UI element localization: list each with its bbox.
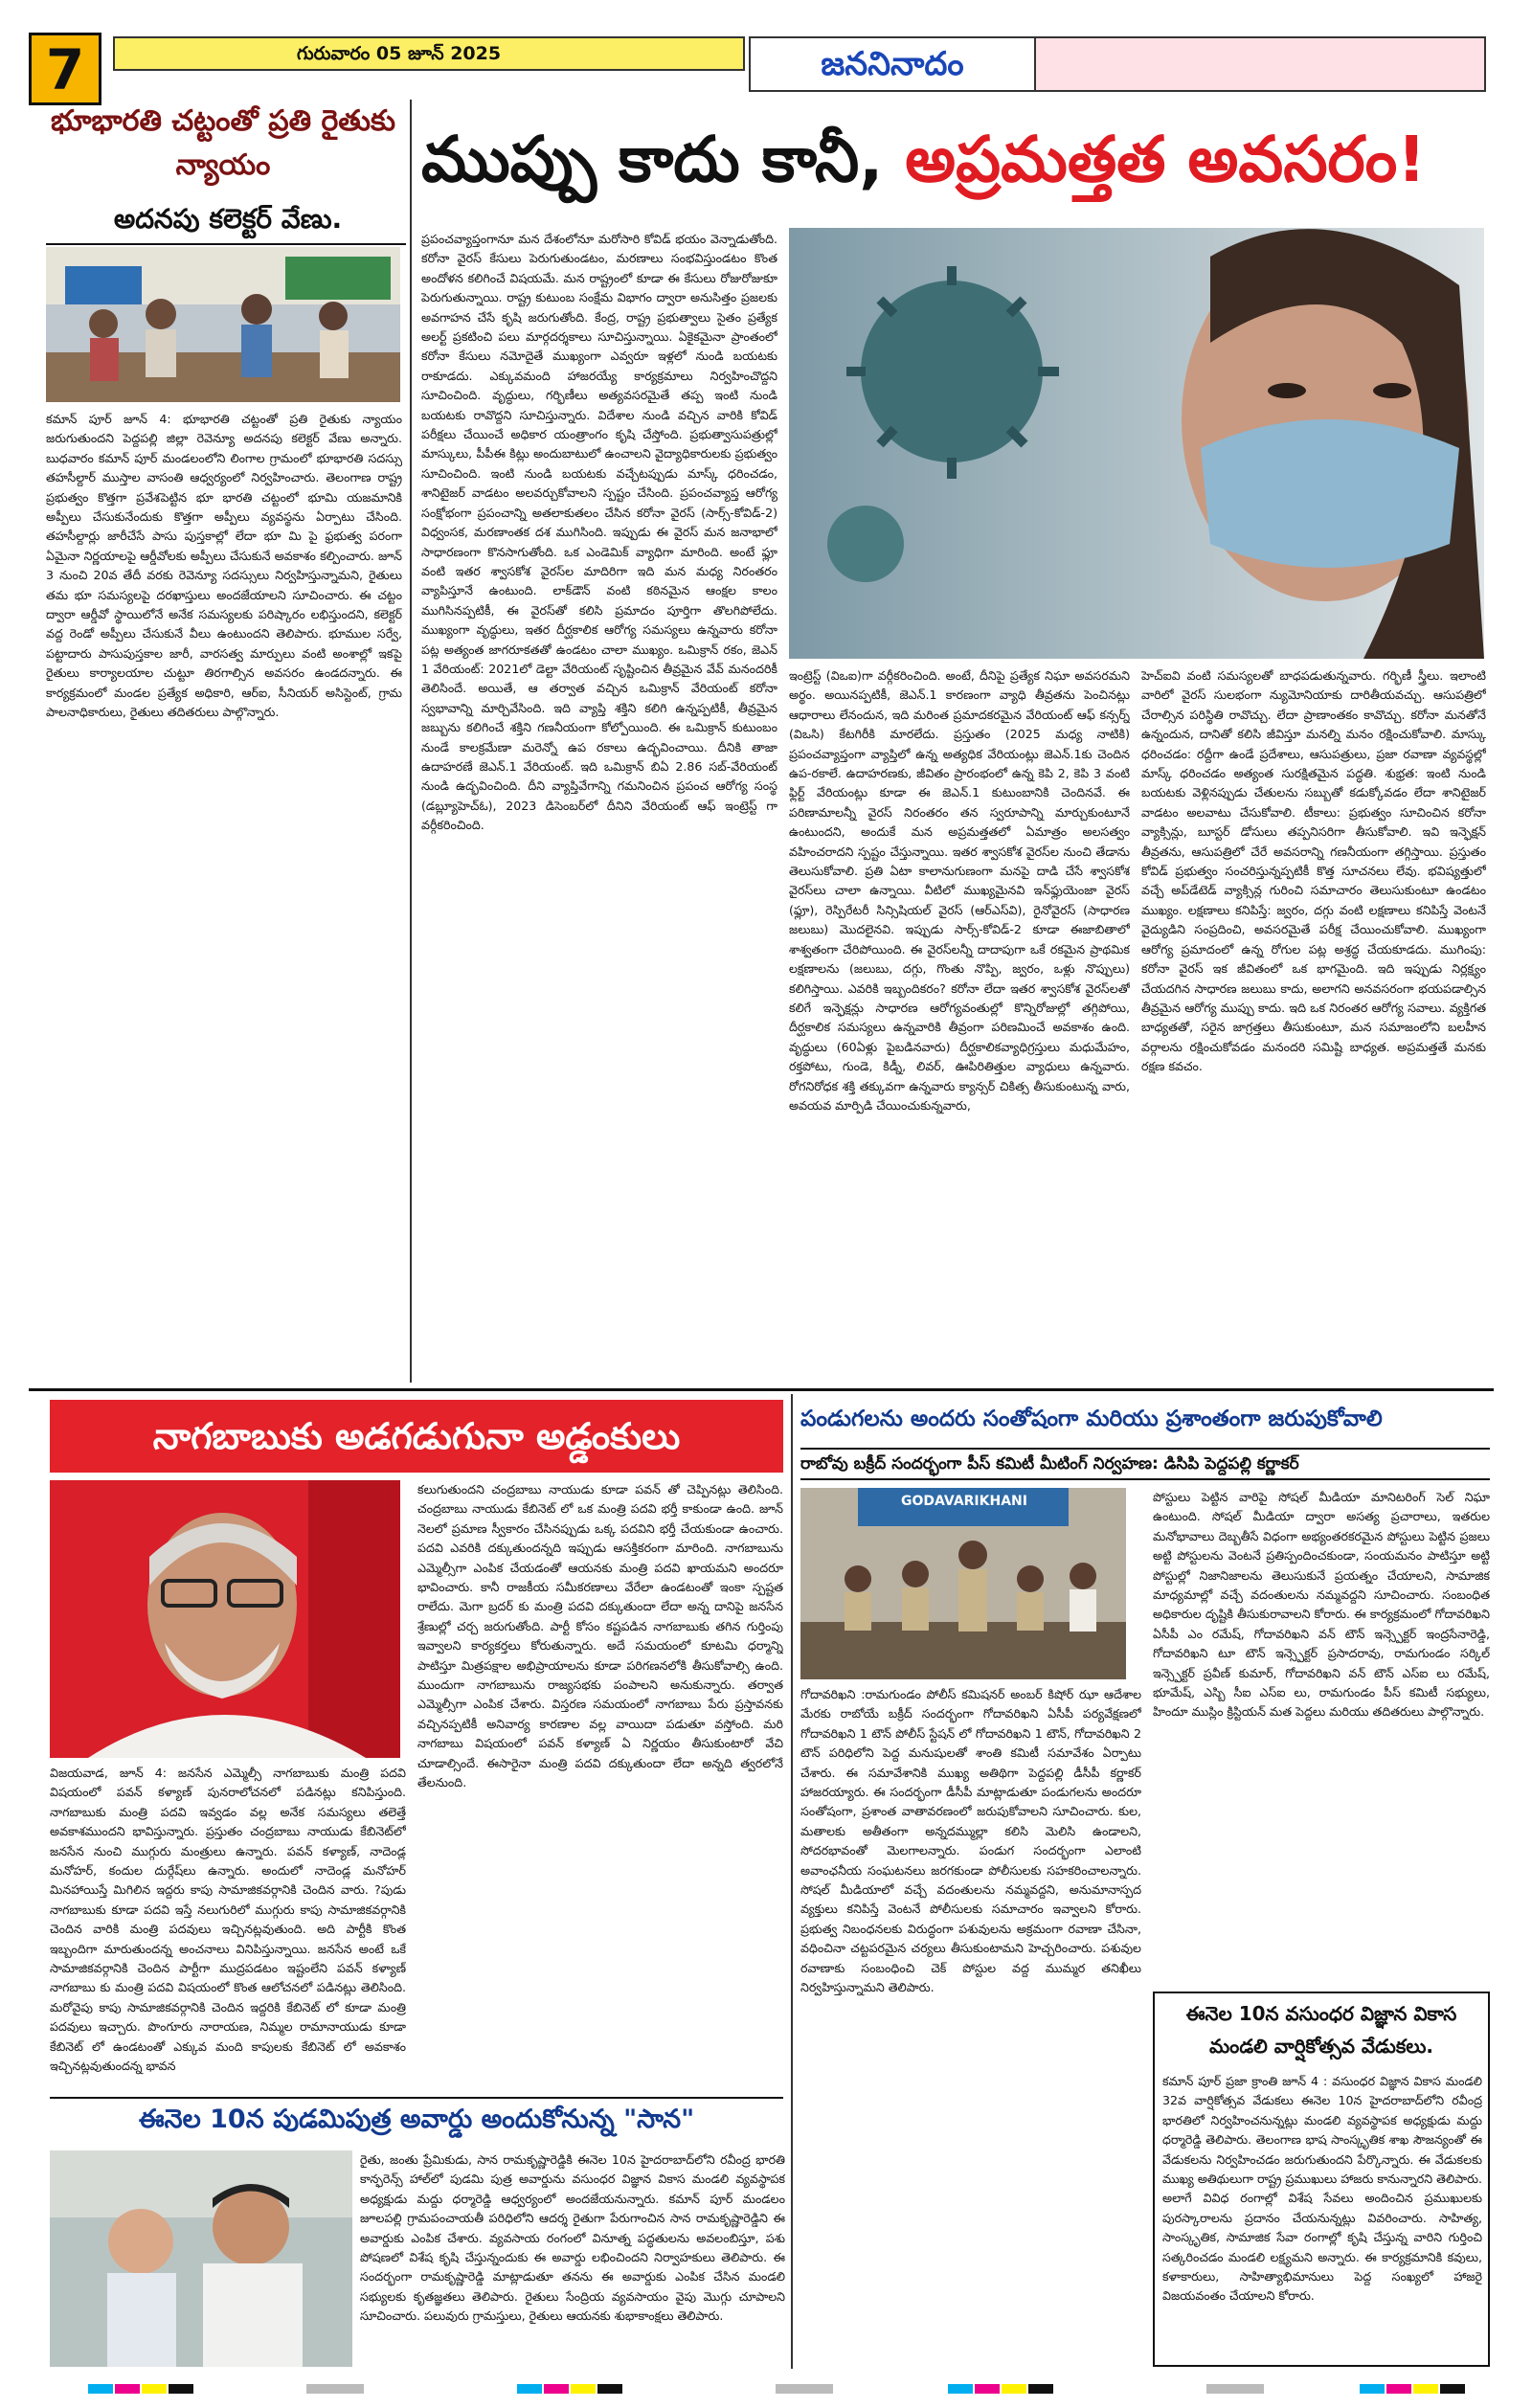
masthead-title: జననినాదం [749, 36, 1036, 92]
news-photo-icon [46, 247, 400, 402]
print-registration-marks [0, 2382, 1532, 2396]
vasundhara-headline: ఈనెల 10న వసుంధర విజ్ఞాన వికాస మండలి వార్షికోత్సవ వేడుకలు. [1185, 2002, 1457, 2058]
main-story-col-2: ఇంట్రెస్ట్ (విఒఐ)గా వర్గీకరించింది. అంటే, దీనిపై ప్రత్యేక నిఘా అవసరమని అర్థం. అయినప్పటికీ, జెఎన్.1 కారణంగా వ్యాధి తీవ్రతను పెంచినట్లు ఆధారాలు లేనందున, ఇది మరింత ప్రమాదకరమైన వేరియంట్ ఆఫ్ కన్సర్న్ (విఒసి) కేటగిరీకి మారలేదు. ప్రస్తుతం (2025 మధ్య నాటికి) ప్రపంచవ్యాప్తంగా వ్యాప్తిలో ఉన్న అత్యధిక వేరియంట్లు జెఎన్.1కు చెందిన ఉప-రకాలే. ఉదాహరణకు, జీవితం ప్రారంభంలో ఉన్న కెపి 2, కెపి 3 వంటి ఫ్లిర్ట్ వేరియంట్లు కూడా ఈ జెఎన్.1 కుటుంబానికి చెందినవే. ఈ పరిణామాలన్నీ వైరస్ నిరంతరం తన స్వరూపాన్ని మార్చుకుంటూనే ఉంటుందని, అందుకే మన అప్రమత్తతలో ఏమాత్రం అలసత్వం వహించరాదని స్పష్టం చేస్తున్నాయి. ఇతర శ్వాసకోశ వైరస్‌ల నుంచి తేడాను తెలుసుకోవాలి. ప్రతి ఏటా కాలానుగుణంగా మనపై దాడి చేసే శ్వాసకోశ వైరస్‌లు చాలా ఉన్నాయి. వీటిలో ముఖ్యమైనవి ఇన్‌ఫ్లుయెంజా వైరస్ (ఫ్లూ), రెస్పిరేటరీ సిన్సిషియల్ వైరస్ (ఆర్ఎస్‌వి), రైనోవైరస్ (సాధారణ జలుబు) మొదలైనవి. ఇప్పుడు సార్స్-కోవిడ్-2 కూడా ఈజాబితాలో శాశ్వతంగా చేరిపోయింది. ఈ వైరస్‌లన్నీ దాదాపుగా ఒకే రకమైన ప్రాథమిక లక్షణాలను (జలుబు, దగ్గు, గొంతు నొప్పి, జ్వరం, ఒళ్లు నొప్పులు) కలిగిస్తాయి. ఎవరికి ఇబ్బందికరం? కరోనా లేదా ఇతర శ్వాసకోశ వైరస్‌లతో కలిగే ఇన్ఫెక్షన్లు సాధారణ ఆరోగ్యవంతుల్లో కొన్నిరోజుల్లో తగ్గిపోయి, దీర్ఘకాలిక సమస్యలు ఉన్నవారికి తీవ్రంగా పరిణమించే అవకాశం ఉంది. వృద్ధులు (60ఏళ్లు పైబడినవారు) దీర్ఘకాలికవ్యాధిగ్రస్తులు మధుమేహం, రక్తపోటు, గుండె, కిడ్నీ, లివర్, ఊపిరితిత్తుల వ్యాధులు ఉన్నవారు. రోగనిరోధక శక్తి తక్కువగా ఉన్నవారు క్యాన్సర్ చికిత్స తీసుకుంటున్న వారు, అవయవ మార్పిడి చేయించుకున్నవారు, [789, 668, 1130, 1113]
main-story-col-1: ప్రపంచవ్యాప్తంగానూ మన దేశంలోనూ మరోసారి కోవిడ్ భయం వెన్నాడుతోంది. కరోనా వైరస్ కేసులు పెరుగుతుండటం, మరణాలు సంభవిస్తుండటం కొంత అందోళన కలిగించే విషయమే. మన రాష్ట్రంలో కూడా ఈ కేసులు రోజురోజుకూ పెరుగుతున్నాయి. రాష్ట్ర కుటుంబ సంక్షేమ విభాగం ద్వారా అనుసిత్తం ప్రజలకు అవగాహన చేసే కృషి జరుగుతోంది. కేంద్ర, రాష్ట్ర ప్రభుత్వాలు సైతం ప్రత్యేక అలర్ట్ ప్రకటించి పలు మార్గదర్శకాలు సూచిస్తున్నాయి. ఏకైకమైనా ప్రాంతంలో కరోనా కేసులు నమోదైతే ముఖ్యంగా ఎవ్వరూ ఇళ్లలో నుండి బయటకు రాకూడదు. ఎక్కువమంది హాజరయ్యే కార్యక్రమాలు నిర్వహించొద్దని సూచించింది. వృద్ధులు, గర్భిణీలు అత్యవసరమైతే తప్ప ఇంటి నుండి బయటకు రావొద్దని సూచిస్తున్నారు. విదేశాల నుండి వచ్చిన వారికి కోవిడ్ పరీక్షలు చేయించే అధికార యంత్రాంగం కృషి చేస్తోంది. ప్రభుత్వాసుపత్రుల్లో మాస్కులు, పీపీఈ కిట్లు అందుబాటులో ఉంచాలని వైద్యాధికారులకు ప్రభుత్వం సూచించింది. ఇంటి నుండి బయటకు వచ్చేటప్పుడు మాస్క్ ధరించడం, శానిటైజర్ వాడటం అలవర్చుకోవాలని స్పష్టం చేసింది. ప్రపంచవ్యాప్త ఆరోగ్య సంక్షోభంగా ప్రపంచాన్ని అతలాకుతలం చేసిన కరోనా వైరస్ (సార్స్-కోవిడ్-2) విధ్వంసక, మరణాంతక దశ ముగిసింది. ఇప్పుడు ఈ వైరస్ మన జనాభాలో సాధారణంగా కొనసాగుతోంది. ఒక ఎండెమిక్ వ్యాధిగా మారింది. అంటే ఫ్లూ వంటి ఇతర శ్వాసకోశ వైరస్‌ల మాదిరిగా ఇది మన మధ్య నిరంతరం వ్యాపిస్తూనే ఉంటుంది. లాక్‌డౌన్ వంటి కఠినమైన ఆంక్షల కాలం ముగిసినప్పటికీ, ఈ వైరస్‌తో కలిసి ప్రమాదం పూర్తిగా తొలగిపోలేదు. ముఖ్యంగా వృద్ధులు, ఇతర దీర్ఘకాలిక ఆరోగ్య సమస్యలు ఉన్నవారు కరోనా పట్ల అత్యంత జాగరూకతతో ఉండటం చాలా ముఖ్యం. ఒమిక్రాన్ రకం, జెఎన్ 1 వేరియంట్: 2021లో డెల్టా వేరియంట్ సృష్టించిన తీవ్రమైన వేవ్ మనందరికీ తెలిసిందే. అయితే, ఆ తర్వాత వచ్చిన ఒమిక్రాన్ వేరియంట్ కరోనా స్వభావాన్ని మార్చివేసింది. ఇది వ్యాప్తి శక్తిని కలిగి ఉన్నప్పటికీ, తీవ్రమైన జబ్బును కలిగించే శక్తిని గణనీయంగా కోల్పోయింది. ఈ ఒమిక్రాన్ కుటుంబం నుండే కాలక్రమేణా మరెన్నో ఉప రకాలు ఉద్భవించాయి. దీనికి తాజా ఉదాహరణే జెఎన్.1 వేరియంట్. ఇది ఒమిక్రాన్ బిఏ 2.86 సబ్-వేరియంట్ నుండి ఉద్భవించింది. దీని వ్యాప్తివేగాన్ని గమనించిన ప్రపంచ ఆరోగ్య సంస్థ (డబ్ల్యూహెచ్ఓ), 2023 డిసెంబర్‌లో దీనిని వేరియంట్ ఆఫ్ ఇంట్రెస్ట్ గా వర్గీకరించింది. [421, 232, 777, 833]
masthead-ad-box [1036, 36, 1486, 92]
naga-headline: నాగబాబుకు అడగడుగునా అడ్డంకులు [152, 1415, 681, 1457]
naga-babu-portrait-icon [50, 1480, 400, 1758]
main-headline [421, 107, 1494, 222]
sona-story-body: రైతు, జంతు ప్రేమికుడు, సాన రామకృష్ణారెడ్డికి ఈనెల 10న హైదరాబాద్‌లోని రవీంద్ర భారతి కాన్ఫరెన్స్ హాల్‌లో పుడమి పుత్ర అవార్డును వసుంధర విజ్ఞాన వికాస మండలి వ్యవస్థాపక అధ్యక్షుడు మద్దు ధర్మారెడ్డి ఆధ్వర్యంలో అందజేయనున్నారు. కమాన్ పూర్ మండలం జూలపల్లి గ్రామపంచాయతీ పరిధిలోని ఆదర్శ రైతుగా పేరుగాంచిన సాన రామకృష్ణారెడ్డిని ఈ అవార్డుకు ఎంపిక చేశారు. వ్యవసాయ రంగంలో వినూత్న పద్ధతులను అవలంబిస్తూ, పశు పోషణలో విశేష కృషి చేస్తున్నందుకు ఈ అవార్డు లభించిందని నిర్వాహకులు తెలిపారు. ఈ సందర్భంగా రామకృష్ణారెడ్డి మాట్లాడుతూ తనను ఈ అవార్డుకు ఎంపిక చేసిన మండలి సభ్యులకు కృతజ్ఞతలు తెలిపారు. రైతులు సేంద్రియ వ్యవసాయం వైపు మొగ్గు చూపాలని సూచించారు. పలువురు గ్రామస్తులు, రైతులు ఆయనకు శుభాకాంక్షలు తెలిపారు. [360, 2152, 785, 2324]
naga-story-col-1: విజయవాడ, జూన్ 4: జనసేన ఎమ్మెల్సీ నాగబాబుకు మంత్రి పదవి విషయంలో పవన్ కళ్యాణ్ పునరాలోచనలో పడినట్లు కనిపిస్తుంది. నాగబాబుకు మంత్రి పదవి ఇవ్వడం వల్ల అనేక సమస్యలు తలెత్తే అవకాశముందని భావిస్తున్నారు. ప్రస్తుతం చంద్రబాబు నాయుడు కేబినెట్‌లో జనసేన నుంచి ముగ్గురు మంత్రులు ఉన్నారు. పవన్ కళ్యాణ్, నాదెండ్ల మనోహర్, కందుల దుర్గేష్‌లు ఉన్నారు. అందులో నాదెండ్ల మనోహర్ మినహాయిస్తే మిగిలిన ఇద్దరు కాపు సామాజికవర్గానికి చెందిన వారు. ?పుడు నాగబాబుకు కూడా పదవి ఇస్తే నలుగురిలో ముగ్గురు కాపు సామాజికవర్గానికి చెందిన వారికి మంత్రి పదవులు ఇచ్చినట్లవుతుంది. అది పార్టీకి కొంత ఇబ్బందిగా మారుతుందన్న అంచనాలు వినిపిస్తున్నాయి. జనసేన అంటే ఒకే సామాజికవర్గానికి చెందిన పార్టీగా ముద్రపడటం ఇష్టంలేని పవన్ కళ్యాణ్ నాగబాబు కు మంత్రి పదవి విషయంలో కొంత ఆలోచనలో పడినట్లు తెలిసింది. మరోవైపు కాపు సామాజికవర్గానికి చెందిన ఇద్దరికి కేబినెట్ లో కూడా మంత్రి పదవులు ఇచ్చారు. పొంగూరు నారాయణ, నిమ్మల రామానాయుడు కూడా కేబినెట్ లో ఉండటంతో ఎక్కువ మంది కాపులకు కేబినెట్ లో అవకాశం ఇచ్చినట్లవుతుందన్న భావన [50, 1766, 406, 2074]
issue-date: గురువారం 05 జూన్ 2025 [113, 36, 745, 71]
left-story-headline: భూభారతి చట్టంతో ప్రతి రైతుకు న్యాయం [50, 104, 396, 182]
column-divider [791, 1394, 793, 2369]
vasundhara-box [1153, 1992, 1490, 2367]
award-man-boy-photo-icon [50, 2150, 352, 2367]
peace-subhead: రాబోవు బక్రీద్ సందర్భంగా పీస్ కమిటీ మీటింగ్ నిర్వహణ: డిసిపి పెద్దపల్లి కర్ణాకర్ [800, 1448, 1490, 1480]
main-headline-part-1: ముప్పు కాదు కానీ, [421, 123, 906, 196]
page-number: 7 [29, 33, 101, 105]
peace-headline: పండుగలను అందరు సంతోషంగా మరియు ప్రశాంతంగా జరుపుకోవాలి [800, 1407, 1383, 1431]
sona-headline: ఈనెల 10న పుడమిపుత్ర అవార్డు అందుకోనున్న "సాన" [50, 2097, 783, 2143]
virus-woman-mask-icon [789, 228, 1484, 659]
section-divider [29, 1388, 1494, 1391]
naga-headline-banner [50, 1400, 783, 1473]
peace-meeting-photo-icon [800, 1488, 1126, 1679]
peace-story-col-1: గోదావరిఖని :రామగుండం పోలీస్ కమిషనర్ అంబర్ కిషోర్ ఝా ఆదేశాల మేరకు రాబోయే బక్రీద్ సందర్భంగా గోదావరిఖని ఏసీపీ పర్యవేక్షణలో గోదావరిఖని 1 టౌన్ పోలీస్ స్టేషన్ లో గోదావరిఖని 1 టౌన్, గోదావరిఖని 2 టౌన్ పరిధిలోని పెద్ద మనుషులతో శాంతి కమిటీ సమావేశం ఏర్పాటు చేశారు. ఈ సమావేశానికి ముఖ్య అతిథిగా పెద్దపల్లి డీసీపీ కర్ణాకర్ హాజరయ్యారు. ఈ సందర్భంగా డీసీపీ మాట్లాడుతూ పండుగలను అందరూ సంతోషంగా, ప్రశాంత వాతావరణంలో జరుపుకోవాలని సూచించారు. కుల, మతాలకు అతీతంగా అన్నదమ్ముల్లా కలిసి మెలిసి ఉండాలని, సోదరభావంతో మెలగాలన్నారు. పండుగ సందర్భంగా ఎలాంటి అవాంఛనీయ సంఘటనలు జరగకుండా పోలీసులకు సహకరించాలన్నారు. సోషల్ మీడియాలో వచ్చే వదంతులను నమ్మవద్దని, అనుమానాస్పద వ్యక్తులు కనిపిస్తే వెంటనే పోలీసులకు సమాచారం ఇవ్వాలని కోరారు. ప్రభుత్వ నిబంధనలకు విరుద్ధంగా పశువులను అక్రమంగా రవాణా చేసినా, వధించినా చట్టపరమైన చర్యలు తీసుకుంటామని హెచ్చరించారు. పశువుల రవాణాకు సంబంధించి చెక్ పోస్టుల వద్ద ముమ్మర తనిఖీలు నిర్వహిస్తున్నామని తెలిపారు. [800, 1687, 1141, 1995]
divider [46, 243, 406, 245]
vasundhara-body: కమాన్ పూర్ ప్రజా క్రాంతి జూన్ 4 : వసుంధర విజ్ఞాన వికాస మండలి 32వ వార్షికోత్సవ వేడుకలు ఈనెల 10న హైదరాబాద్‌లోని రవీంద్ర భారతిలో నిర్వహించనున్నట్లు మండలి వ్యవస్థాపక అధ్యక్షుడు మద్దు ధర్మారెడ్డి తెలిపారు. తెలంగాణ భాష సాంస్కృతిక శాఖ సౌజన్యంతో ఈ వేడుకలను నిర్వహించడం జరుగుతుందని పేర్కొన్నారు. ఈ వేడుకలకు ముఖ్య అతిథులుగా రాష్ట్ర ప్రముఖులు హాజరు కానున్నారని తెలిపారు. అలాగే వివిధ రంగాల్లో విశేష సేవలు అందించిన ప్రముఖులకు పురస్కారాలను ప్రదానం చేయనున్నట్లు వివరించారు. సాహిత్య, సాంస్కృతిక, సామాజిక సేవా రంగాల్లో కృషి చేస్తున్న వారిని గుర్తించి సత్కరించడం మండలి లక్ష్యమని అన్నారు. ఈ కార్యక్రమానికి కవులు, కళాకారులు, సాహిత్యాభిమానులు పెద్ద సంఖ్యలో హాజరై విజయవంతం చేయాలని కోరారు. [1162, 2074, 1482, 2304]
column-divider [410, 100, 412, 1383]
left-story-body: కమాన్ పూర్ జూన్ 4: భూభారతి చట్టంతో ప్రతి రైతుకు న్యాయం జరుగుతుందని పెద్దపల్లి జిల్లా రెవెన్యూ అదనపు కలెక్టర్ వేణు అన్నారు. బుధవారం కమాన్ పూర్ మండలంలోని లింగాల గ్రామంలో భూభారతి సదస్సు తహసీల్దార్ ముస్తాల వాసంతి ఆధ్వర్యంలో నిర్వహించారు. తెలంగాణ రాష్ట్ర ప్రభుత్వం కొత్తగా ప్రవేశపెట్టిన భూ భారతి చట్టంలో భూమి యజమానికి అప్పీలు చేసుకునేందుకు కొత్తగా అప్పీలు వ్యవస్థను ఏర్పాటు చేసింది. తహసీల్దార్లు జారీచేసే పాసు పుస్తకాల్లో లేదా భూ మి పై ఫ్రభుత్వ పరంగా ఏమైనా నిర్ణయాలపై ఆర్డీవోలకు అప్పీలు చేసుకునే అవకాశం కల్పించారు. జూన్ 3 నుంచి 20వ తేదీ వరకు రెవెన్యూ సదస్సులు నిర్వహిస్తున్నామని, రైతులు తమ భూ సమస్యలపై దరఖాస్తులు అందజేయాలని సూచించారు. ఈ చట్టం ద్వారా ఆర్డీవో స్థాయిలోనే అనేక సమస్యలకు పరిష్కారం లభిస్తుందని, కలెక్టర్ వద్ద రెండో అప్పీలు చేసుకునే వీలు ఉంటుందని తెలిపారు. భూముల సర్వే, పట్టాదారు పాసుపుస్తకాల జారీ, వారసత్వ మార్పులు వంటి అంశాల్లో ఇకపై రైతులు కార్యాలయాల చుట్టూ తిరగాల్సిన అవసరం ఉండదన్నారు. ఈ కార్యక్రమంలో మండల ప్రత్యేక అధికారి, ఆర్ఐ, సీనియర్ అసిస్టెంట్, గ్రామ పాలనాధికారులు, రైతులు తదితరులు పాల్గొన్నారు. [46, 412, 402, 720]
main-story-col-3: హెచ్ఐవి వంటి సమస్యలతో బాధపడుతున్నవారు. గర్భిణీ స్త్రీలు. ఇలాంటి వారిలో వైరస్ సులభంగా న్యుమోనియాకు దారితీయవచ్చు. ఆసుపత్రిలో చేరాల్సిన పరిస్థితి రావొచ్చు. లేదా ప్రాణాంతకం కావొచ్చు. కరోనా మనతోనే ఉన్నందున, దానితో కలిసి జీవిస్తూ మనల్ని మనం రక్షించుకోవాలి. మాస్కు ధరించడం: రద్దీగా ఉండే ప్రదేశాలు, ఆసుపత్రులు, ప్రజా రవాణా వ్యవస్థల్లో మాస్క్ ధరించడం అత్యంత సురక్షితమైన పద్ధతి. శుభ్రత: ఇంటి నుండి బయటకు వెళ్లినప్పుడు చేతులను సబ్బుతో కడుక్కోవడం లేదా శానిటైజర్ వాడటం అలవాటు చేసుకోవాలి. టీకాలు: ప్రభుత్వం సూచించిన కరోనా వ్యాక్సిన్లు, బూస్టర్ డోసులు తప్పనిసరిగా తీసుకోవాలి. ఇవి ఇన్ఫెక్షన్ తీవ్రతను, ఆసుపత్రిలో చేరే అవసరాన్ని గణనీయంగా తగ్గిస్తాయి. ప్రస్తుతం కోవిడ్ ప్రభుత్వం సంచరిస్తున్నప్పటికీ కొత్త సూచనలు లేవు. భవిష్యత్తులో వచ్చే అప్‌డేటెడ్ వ్యాక్సిన్ల గురించి సమాచారం తెలుసుకుంటూ ఉండటం ముఖ్యం. లక్షణాలు కనిపిస్తే: జ్వరం, దగ్గు వంటి లక్షణాలు కనిపిస్తే వెంటనే వైద్యుడిని సంప్రదించి, అవసరమైతే పరీక్ష చేయించుకోవాలి. ముఖ్యంగా ఆరోగ్య ప్రమాదంలో ఉన్న రోగుల పట్ల అశ్రద్ధ చేయకూడదు. ముగింపు: కరోనా వైరస్ ఇక జీవితంలో ఒక భాగమైంది. ఇది ఇప్పుడు నిర్లక్ష్యం చేయదగిన సాధారణ జలుబు కాదు, అలాగని అనవసరంగా భయపడాల్సిన తీవ్రమైన ఆరోగ్య ముప్పు కాదు. ఇది ఒక నిరంతర ఆరోగ్య సవాలు. వ్యక్తిగత బాధ్యతతో, సరైన జాగ్రత్తలు తీసుకుంటూ, మన సమాజంలోని బలహీన వర్గాలను రక్షించుకోవడం మనందరి సమిష్టి బాధ్యత. అప్రమత్తతే మనకు రక్షణ కవచం. [1141, 668, 1486, 1074]
peace-story-col-2: పోస్టులు పెట్టిన వారిపై సోషల్ మీడియా మానిటరింగ్ సెల్ నిఘా ఉంటుంది. సోషల్ మీడియా ద్వారా అసత్య ప్రచారాలు, ఇతరుల మనోభావాలు దెబ్బతీసే విధంగా అభ్యంతరకరమైన పోస్టులు పెట్టిన ప్రజలు అట్టి పోస్టులను వెంటనే ప్రతిస్పందించకుండా, సంయమనం పాటిస్తూ అట్టి పోస్టుల్లో నిజానిజాలను తెలుసుకునే ప్రయత్నం చేయాలని, సామాజిక మాధ్యమాల్లో వచ్చే వదంతులను నమ్మవద్దని సూచించారు. సంబంధిత అధికారుల దృష్టికి తీసుకురావాలని కోరారు. ఈ కార్యక్రమంలో గోదావరిఖని ఏసీపీ ఎం రమేష్, గోదావరిఖని వన్ టౌన్ ఇన్స్పెక్టర్ ఇంద్రసేనారెడ్డి, గోదావరిఖని టూ టౌన్ ఇన్స్పెక్టర్ ప్రసాదరావు, రామగుండం సర్కిల్ ఇన్స్పెక్టర్ ప్రవీణ్ కుమార్, గోదావరిఖని వన్ టౌన్ ఎస్ఐ లు రమేష్, భూమేష్, ఎస్బి సీఐ ఎస్ఐ లు, రామగుండం పీస్ కమిటీ సభ్యులు, హిందూ ముస్లిం క్రిస్టియన్ మత పెద్దలు మరియు తదితరులు పాల్గొన్నారు. [1153, 1490, 1490, 1720]
left-story-subhead: అదనపు కలెక్టర్ వేణు. [113, 203, 343, 235]
main-headline-part-2: అప్రమత్తత అవసరం! [905, 123, 1427, 196]
naga-story-col-2: కలుగుతుందని చంద్రబాబు నాయుడు కూడా పవన్ తో చెప్పినట్లు తెలిసింది. చంద్రబాబు నాయుడు కేబినెట్ లో ఒక మంత్రి పదవి భర్తీ కాకుండా ఉంది. జూన్ నెలలో ప్రమాణ స్వీకారం చేసినప్పుడు ఒక్క పదవిని భర్తీ చేయకుండా ఉంచారు. పదవి ఎవరికి దక్కుతుందన్నది ఇప్పుడు ఆసక్తికరంగా మారింది. నాగబాబును ఎమ్మెల్సీగా ఎంపిక చేయడంతో ఆయనకు మంత్రి పదవి ఖాయమని అందరూ భావించారు. కానీ రాజకీయ సమీకరణాలు వేరేలా ఉండటంతో ఇంకా స్పష్టత రాలేదు. మెగా బ్రదర్ కు మంత్రి పదవి దక్కుతుందా లేదా అన్న దానిపై జనసేన శ్రేణుల్లో చర్చ జరుగుతోంది. పార్టీ కోసం కష్టపడిన నాగబాబుకు తగిన గుర్తింపు ఇవ్వాలని కార్యకర్తలు కోరుతున్నారు. అదే సమయంలో కూటమి ధర్మాన్ని పాటిస్తూ మిత్రపక్షాల అభిప్రాయాలను కూడా పరిగణనలోకి తీసుకోవాల్సి ఉంది. ముందుగా నాగబాబును రాజ్యసభకు పంపాలని అనుకున్నారు. తర్వాత ఎమ్మెల్సీగా ఎంపిక చేశారు. విస్తరణ సమయంలో నాగబాబు పేరు ప్రస్తావనకు వచ్చినప్పటికీ అనివార్య కారణాల వల్ల వాయిదా పడుతూ వస్తోంది. మరి నాగబాబు విషయంలో పవన్ కళ్యాణ్ ఏ నిర్ణయం తీసుకుంటారో వేచి చూడాల్సిందే. ఈసారైనా మంత్రి పదవి దక్కుతుందా లేదా అన్నది త్వరలోనే తేలనుంది. [417, 1482, 783, 1790]
photo-banner-text: GODAVARIKHANI [901, 1494, 1027, 1509]
